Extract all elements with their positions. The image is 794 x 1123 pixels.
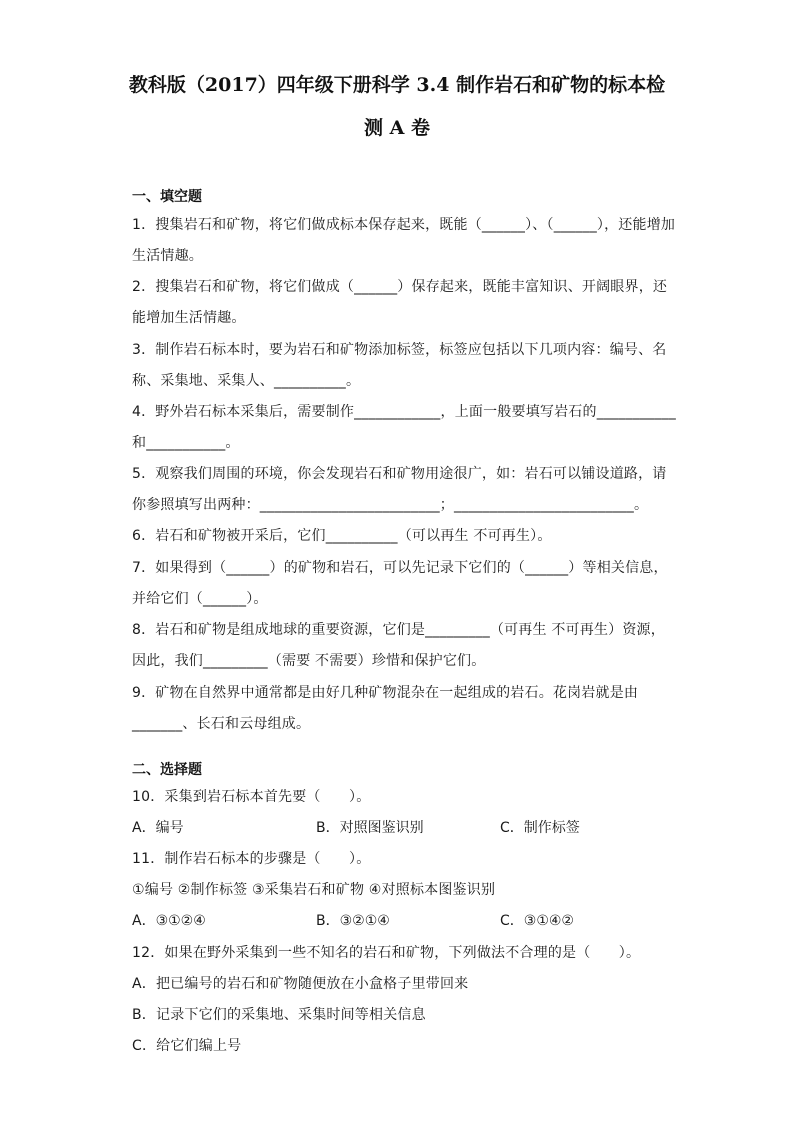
page-title-line-2: 测 A 卷 <box>364 117 430 139</box>
section-heading-multiple-choice: 二、选择题 <box>132 762 202 778</box>
option-c: C．制作标签 <box>500 820 580 836</box>
question-line: 1．搜集岩石和矿物，将它们做成标本保存起来，既能（______）、（______），还能增加 <box>132 217 676 233</box>
question-line: 8．岩石和矿物是组成地球的重要资源，它们是_________（可再生 不可再生）资源， <box>132 622 665 638</box>
question-line: 你参照填写出两种：_________________________；_________________________。 <box>132 497 649 513</box>
question-line: 7．如果得到（______）的矿物和岩石，可以先记录下它们的（______）等相关信息， <box>132 560 668 576</box>
question-stem: 11．制作岩石标本的步骤是（ ）。 <box>132 851 371 867</box>
question-line: 能增加生活情趣。 <box>132 310 246 326</box>
question-line: 3．制作岩石标本时，要为岩石和矿物添加标签，标签应包括以下几项内容：编号、名 <box>132 342 667 358</box>
option-a: A．③①②④ <box>132 913 206 929</box>
question-line: 9．矿物在自然界中通常都是由好几种矿物混杂在一起组成的岩石。花岗岩就是由 <box>132 685 639 701</box>
question-steps: ①编号 ②制作标签 ③采集岩石和矿物 ④对照标本图鉴识别 <box>132 882 496 898</box>
option-a: A．编号 <box>132 820 184 836</box>
question-stem: 10．采集到岩石标本首先要（ ）。 <box>132 789 371 805</box>
question-line: _______、长石和云母组成。 <box>132 716 311 732</box>
question-line: 2．搜集岩石和矿物，将它们做成（______）保存起来，既能丰富知识、开阔眼界，还 <box>132 279 668 295</box>
option-c: C．给它们编上号 <box>132 1038 242 1054</box>
question-stem: 12．如果在野外采集到一些不知名的岩石和矿物，下列做法不合理的是（ ）。 <box>132 945 641 961</box>
page-title-line-1: 教科版（2017）四年级下册科学 3.4 制作岩石和矿物的标本检 <box>128 74 666 96</box>
question-line: 并给它们（______）。 <box>132 591 268 607</box>
question-line: 生活情趣。 <box>132 248 203 264</box>
section-heading-fill-blank: 一、填空题 <box>132 189 202 205</box>
option-b: B．③②①④ <box>316 913 390 929</box>
question-line: 称、采集地、采集人、__________。 <box>132 373 361 389</box>
option-c: C．③①④② <box>500 913 574 929</box>
option-b: B．对照图鉴识别 <box>316 820 424 836</box>
option-a: A．把已编号的岩石和矿物随便放在小盒格子里带回来 <box>132 976 469 992</box>
question-line: 5．观察我们周围的环境，你会发现岩石和矿物用途很广，如：岩石可以铺设道路，请 <box>132 466 667 482</box>
question-line: 因此，我们_________（需要 不需要）珍惜和保护它们。 <box>132 653 486 669</box>
question-line: 和___________。 <box>132 435 240 451</box>
question-line: 6．岩石和矿物被开采后，它们__________（可以再生 不可再生）。 <box>132 528 552 544</box>
option-b: B．记录下它们的采集地、采集时间等相关信息 <box>132 1007 426 1023</box>
question-line: 4．野外岩石标本采集后，需要制作____________，上面一般要填写岩石的___________ <box>132 404 676 420</box>
